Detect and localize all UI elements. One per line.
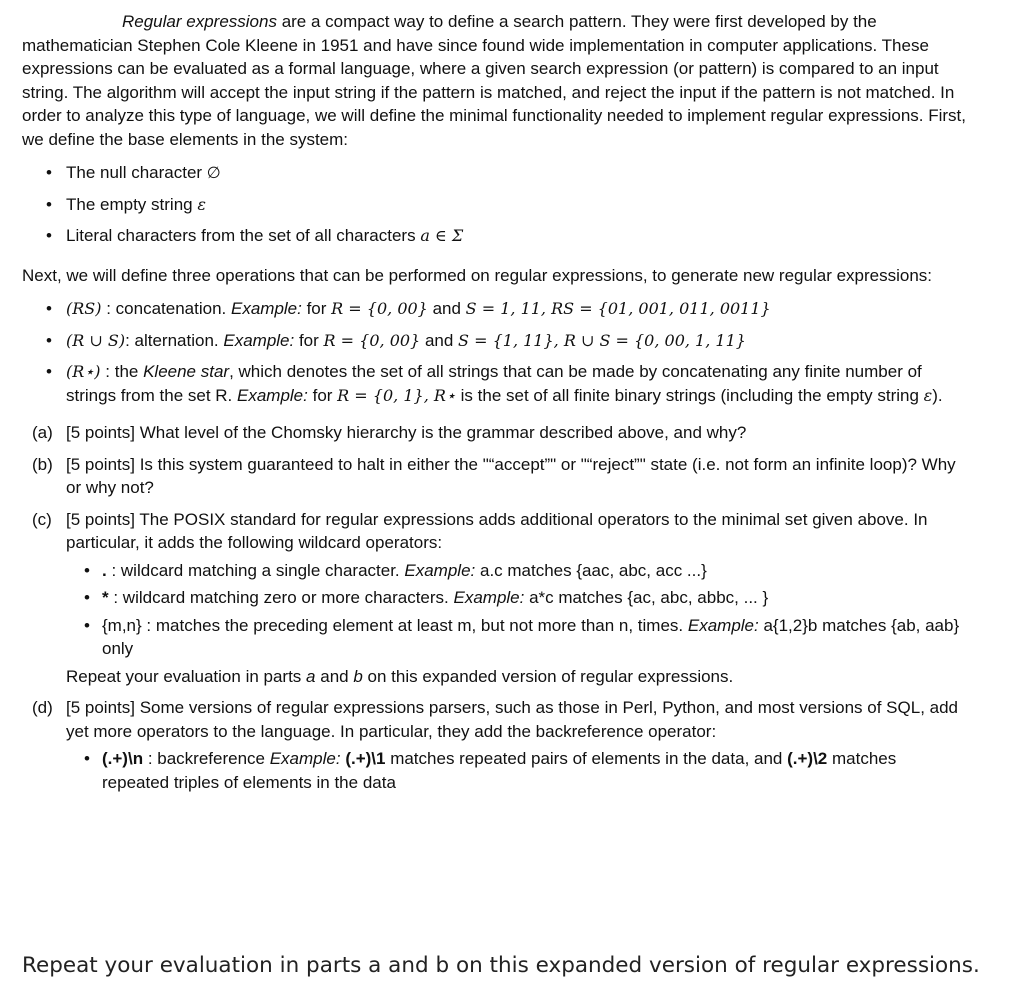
question-label: (d) <box>32 698 53 717</box>
question-c <box>22 508 967 689</box>
question-label: (b) <box>32 454 53 474</box>
question-text: [5 points] What level of the Chomsky hierarchy is the grammar described above, and why? <box>66 423 747 442</box>
question-a <box>22 421 967 445</box>
list-item: • {m,n} : matches the preceding element at least m, but not more than n, times. Example: a{1,2}b matches {ab, aab} only <box>66 614 967 661</box>
question-label: (a) <box>32 423 53 442</box>
list-item: • (RS) : concatenation. Example: for R = {0, 00} and S = 1, 11, RS = {01, 001, 011, 0011} <box>22 297 967 321</box>
footer-instruction: Repeat your evaluation in parts a and b on this expanded version of regular expressions. <box>22 953 980 978</box>
base-elements-list <box>22 161 967 248</box>
intro-text: are a compact way to define a search pattern. They were first developed by the mathematician Stephen Cole Kleene in 1951 and have since found wide implementation in computer applications. These expressions can be evaluated as a formal language, where a given search expression (or pattern) is compared to an input string. The algorithm will accept the input string if the pattern is matched, and reject the input if the pattern is not matched. In order to analyze this type of language, we will define the minimal functionality needed to implement regular expressions. First, we define the base elements in the system: <box>22 12 966 149</box>
document-body <box>22 10 967 802</box>
questions-list <box>22 421 967 794</box>
question-b <box>22 453 967 500</box>
posix-operators-list <box>66 559 967 661</box>
operations-list <box>22 297 967 407</box>
repeat-instruction: Repeat your evaluation in parts a and b on this expanded version of regular expressions. <box>66 666 734 686</box>
list-item: • (R ∪ S): alternation. Example: for R = {0, 00} and S = {1, 11}, R ∪ S = {0, 00, 1, 11} <box>22 329 967 353</box>
list-item: • (R⋆) : the Kleene star, which denotes the set of all strings that can be made by concatenating any finite number of strings from the set R. Example: for R = {0, 1}, R⋆ is the set of all finite binary strings (including the empty string ε). <box>22 360 967 407</box>
null-symbol: ∅ <box>206 163 221 182</box>
list-item: • . : wildcard matching a single character. Example: a.c matches {aac, abc, acc ...} <box>66 559 967 583</box>
question-text: [5 points] The POSIX standard for regular expressions adds additional operators to the minimal set given above. In particular, it adds the following wildcard operators: <box>66 509 928 552</box>
question-text: [5 points] Is this system guaranteed to halt in either the "“accept”" or "“reject”" state (i.e. not form an infinite loop)? Why or why not? <box>66 454 956 497</box>
list-item: • The empty string ε <box>22 193 967 217</box>
list-item: • * : wildcard matching zero or more characters. Example: a*c matches {ac, abc, abbc, ... } <box>66 586 967 610</box>
literal-symbol: a ∈ Σ <box>420 226 464 245</box>
epsilon-symbol: ε <box>197 194 206 214</box>
list-item: • The null character ∅ <box>22 161 967 185</box>
backreference-list <box>66 747 967 794</box>
intro-term: Regular expressions <box>122 12 277 31</box>
list-item: • (.+)\n : backreference Example: (.+)\1 matches repeated pairs of elements in the data, and (.+)\2 matches repeated triples of elements in the data <box>66 747 967 794</box>
list-item: • Literal characters from the set of all characters a ∈ Σ <box>22 224 967 248</box>
ops-intro: Next, we will define three operations that can be performed on regular expressions, to generate new regular expressions: <box>22 265 933 285</box>
question-text: [5 points] Some versions of regular expressions parsers, such as those in Perl, Python, and most versions of SQL, add yet more operators to the language. In particular, they add the backreference operator: <box>66 698 959 741</box>
question-label: (c) <box>32 509 52 529</box>
question-d <box>22 696 967 794</box>
intro-paragraph <box>22 10 967 151</box>
